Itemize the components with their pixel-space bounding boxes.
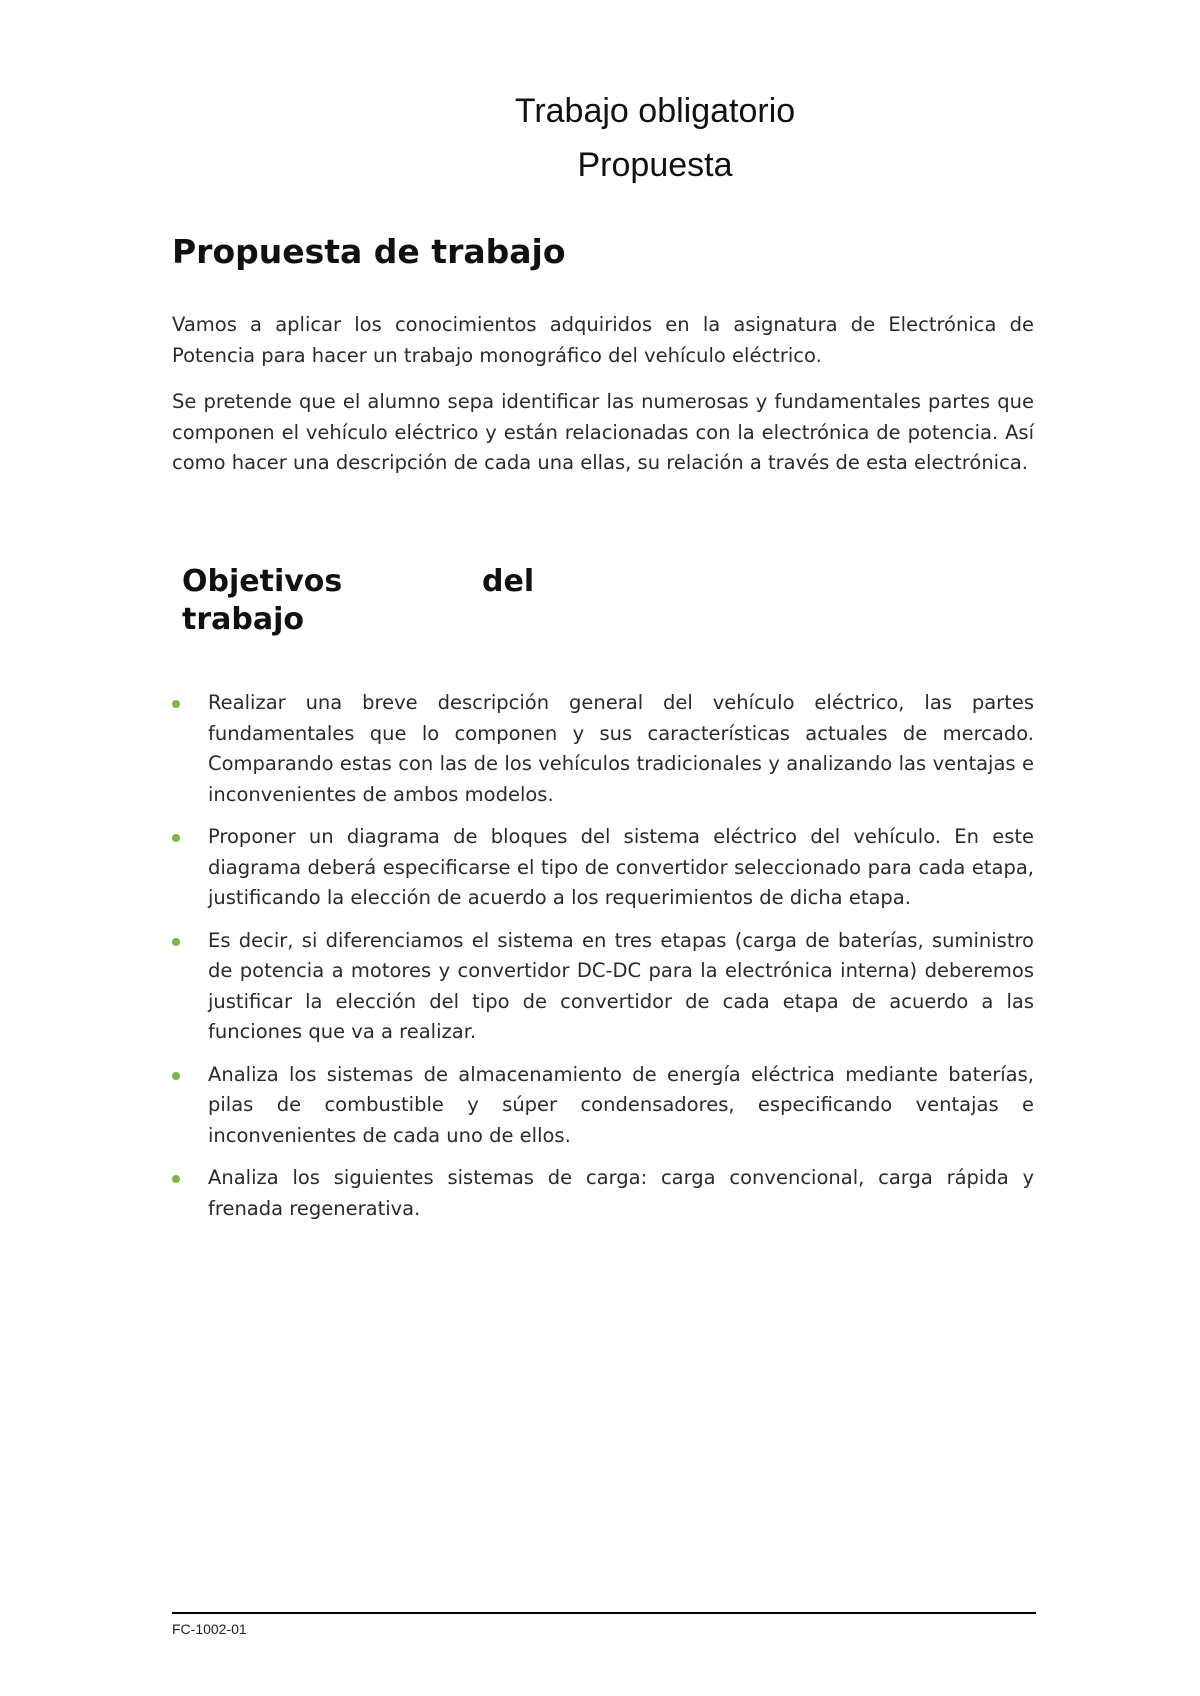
bullet-icon xyxy=(172,700,180,708)
bullet-icon xyxy=(172,1072,180,1080)
bullet-icon xyxy=(172,1175,180,1183)
title-line-1: Trabajo obligatorio xyxy=(514,92,796,130)
document-title xyxy=(0,84,1200,192)
section-heading-propuesta: Propuesta de trabajo xyxy=(172,232,566,271)
section-heading-objetivos xyxy=(182,563,542,639)
list-item-text: Analiza los siguientes sistemas de carga: carga convencional, carga rápida y frenada regenerativa. xyxy=(208,1166,1034,1220)
list-item xyxy=(172,926,1034,1048)
footer-divider xyxy=(172,1612,1036,1614)
title-line-2: Propuesta xyxy=(577,146,733,184)
list-item-text: Proponer un diagrama de bloques del sistema eléctrico del vehículo. En este diagrama deberá especificarse el tipo de convertidor seleccionado para cada etapa, justificando la elección de acuerdo a los requerimientos de dicha etapa. xyxy=(208,825,1034,909)
heading-word-objetivos: Objetivos xyxy=(182,564,343,599)
list-item-text: Analiza los sistemas de almacenamiento de energía eléctrica mediante baterías, pilas de combustible y súper condensadores, especificando ventajas e inconvenientes de cada uno de ellos. xyxy=(208,1062,1034,1147)
footer-document-code: FC-1002-01 xyxy=(172,1621,247,1637)
list-item xyxy=(172,822,1034,914)
bullet-icon xyxy=(172,834,180,842)
heading-word-del: del xyxy=(482,564,535,599)
list-item-text: Realizar una breve descripción general del vehículo eléctrico, las partes fundamentales que lo componen y sus características actuales de mercado. Comparando estas con las de los vehículos tradicionales y analizando las ventajas e inconvenientes de ambos modelos. xyxy=(208,691,1034,806)
paragraph-objective: Se pretende que el alumno sepa identificar las numerosas y fundamentales partes que componen el vehículo eléctrico y están relacionadas con la electrónica de potencia. Así como hacer una descripción de cada una ellas, su relación a través de esta electrónica. xyxy=(172,390,1034,474)
paragraph-intro: Vamos a aplicar los conocimientos adquiridos en la asignatura de Electrónica de Potencia para hacer un trabajo monográfico del vehículo eléctrico. xyxy=(172,313,1034,367)
objectives-list xyxy=(172,688,1034,1236)
list-item xyxy=(172,688,1034,810)
list-item xyxy=(172,1060,1034,1152)
heading-word-trabajo: trabajo xyxy=(182,602,304,637)
list-item xyxy=(172,1163,1034,1224)
bullet-icon xyxy=(172,938,180,946)
list-item-text: Es decir, si diferenciamos el sistema en tres etapas (carga de baterías, suministro de potencia a motores y convertidor DC-DC para la electrónica interna) deberemos justificar la elección del tipo de convertidor de cada etapa de acuerdo a las funciones que va a realizar. xyxy=(208,928,1034,1043)
